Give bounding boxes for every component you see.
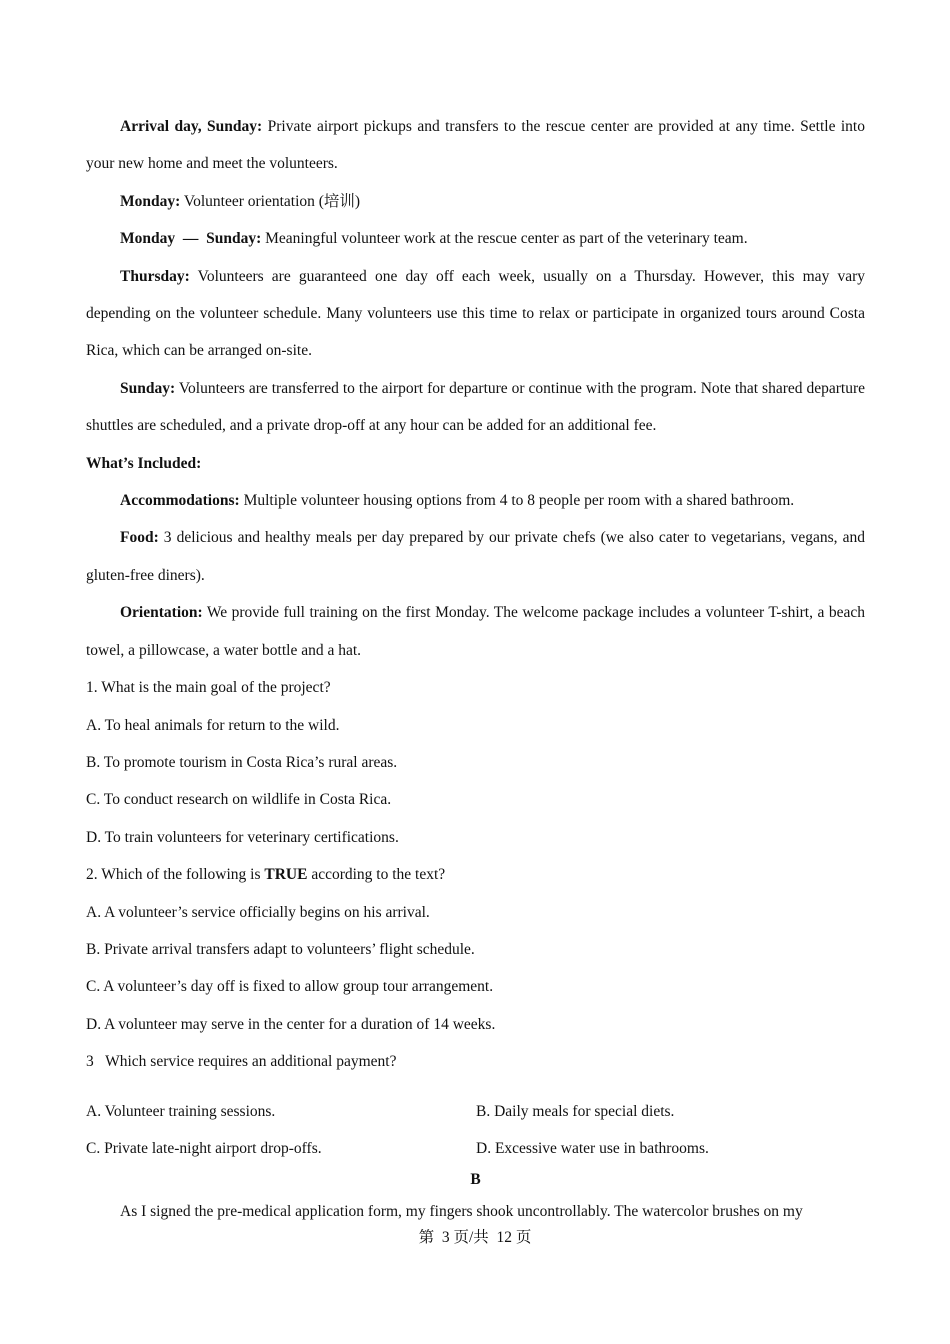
question-1-option-d: D. To train volunteers for veterinary certifications. [86, 828, 399, 846]
included-orientation-text: We provide full training on the first Monday. The welcome package includes a volunteer T-shirt, a beach towel, a pillowcase, a water bottle and a hat. [86, 604, 865, 659]
page-number: 第 3 页/共 12 页 [418, 1229, 532, 1246]
schedule-sunday-text: Volunteers are transferred to the airport for departure or continue with the program. Note that shared departure shuttles are scheduled, and a private drop-off at any hour can be added for an additional fee. [86, 379, 865, 435]
schedule-arrival-text: Private airport pickups and transfers to the rescue center are provided at any time. Settle into your new home and meet the volunteers. [86, 118, 865, 173]
included-food [86, 519, 865, 594]
schedule-arrival-label: Arrival day, Sunday: [120, 118, 263, 135]
question-2-option-c: C. A volunteer’s day off is fixed to allow group tour arrangement. [86, 978, 494, 996]
question-3-option-c: C. Private late-night airport drop-offs. [86, 1139, 322, 1157]
schedule-arrival [86, 108, 865, 183]
schedule-monday-text: Volunteer orientation (培训) [180, 192, 361, 210]
section-b-first-line: As I signed the pre-medical application form, my fingers shook uncontrollably. The watercolor brushes on my [120, 1203, 803, 1221]
schedule-monday [86, 183, 865, 220]
question-3-stem: 3 Which service requires an additional payment? [86, 1053, 397, 1071]
schedule-thursday-label: Thursday: [120, 267, 190, 285]
included-heading-text: What’s Included: [86, 454, 202, 472]
schedule-monday-sunday-text: Meaningful volunteer work at the rescue center as part of the veterinary team. [261, 230, 748, 248]
included-food-label: Food: [120, 529, 159, 547]
question-3-options-row-2 [86, 1130, 865, 1167]
included-food-text: 3 delicious and healthy meals per day prepared by our private chefs (we also cater to vegetarians, vegans, and gluten-free diners). [86, 529, 865, 584]
included-accommodations [86, 482, 865, 519]
question-2-option-b: B. Private arrival transfers adapt to volunteers’ flight schedule. [86, 940, 475, 958]
schedule-sunday-label: Sunday: [120, 379, 176, 397]
schedule-thursday [86, 258, 865, 370]
question-2-stem-post: according to the text? [307, 866, 446, 884]
question-1-option-c: C. To conduct research on wildlife in Costa Rica. [86, 791, 392, 809]
included-accommodations-text: Multiple volunteer housing options from 4 to 8 people per room with a shared bathroom. [239, 492, 795, 510]
question-3-options-row-1 [86, 1093, 865, 1130]
question-2-stem-bold: TRUE [264, 866, 308, 884]
schedule-monday-label: Monday: [120, 192, 181, 210]
schedule-monday-sunday [86, 220, 865, 257]
question-3-option-a: A. Volunteer training sessions. [86, 1102, 276, 1120]
question-2-option-d: D. A volunteer may serve in the center for a duration of 14 weeks. [86, 1015, 496, 1033]
schedule-monday-sunday-label: Monday — Sunday: [120, 230, 262, 248]
included-heading [86, 445, 865, 482]
page-footer [0, 1226, 950, 1250]
included-orientation-label: Orientation: [120, 604, 203, 622]
page-content [86, 108, 865, 1227]
question-3-option-d: D. Excessive water use in bathrooms. [476, 1139, 709, 1157]
schedule-thursday-text: Volunteers are guaranteed one day off each week, usually on a Thursday. However, this may vary depending on the volunteer schedule. Many volunteers use this time to relax or participate in organized tours around Costa Rica, which can be arranged on-site. [86, 267, 865, 360]
question-2-stem-pre: 2. Which of the following is [86, 866, 265, 884]
included-accommodations-label: Accommodations: [120, 492, 240, 510]
question-1-stem: 1. What is the main goal of the project? [86, 679, 331, 697]
included-orientation [86, 594, 865, 669]
question-3-option-b: B. Daily meals for special diets. [476, 1102, 675, 1120]
question-1-option-a: A. To heal animals for return to the wild. [86, 716, 340, 734]
question-1-option-b: B. To promote tourism in Costa Rica’s rural areas. [86, 753, 398, 771]
section-b-title: B [470, 1171, 481, 1189]
schedule-sunday [86, 370, 865, 445]
question-2-stem [86, 856, 865, 893]
question-2-option-a: A. A volunteer’s service officially begins on his arrival. [86, 903, 430, 921]
